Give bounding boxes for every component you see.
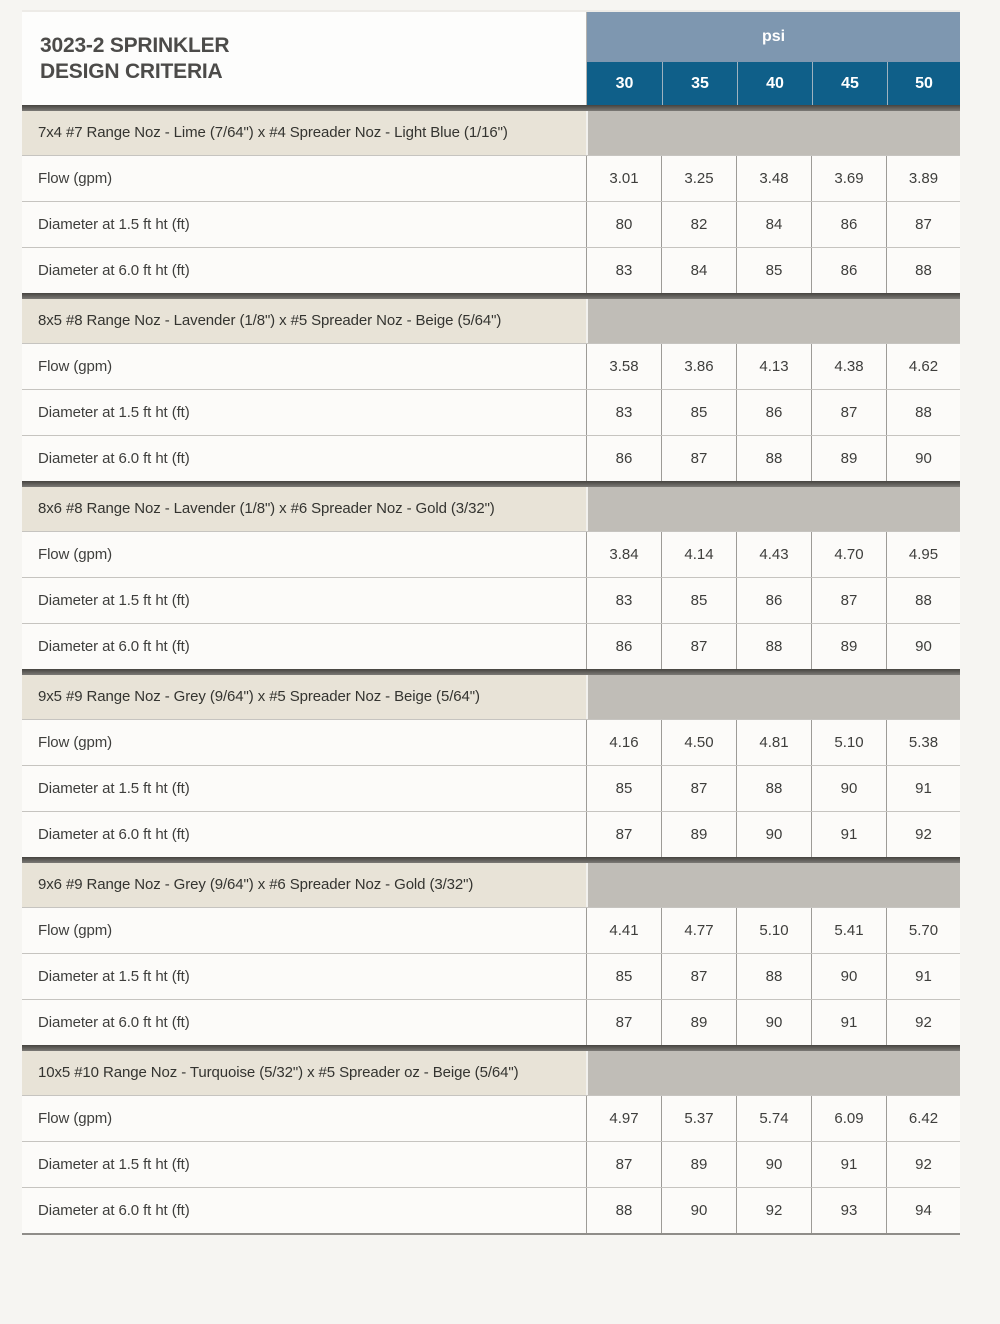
value-cell: 4.43	[736, 532, 811, 577]
value-cell: 3.25	[661, 156, 736, 201]
value-cell: 89	[661, 1000, 736, 1045]
row-label: Diameter at 1.5 ft ht (ft)	[38, 404, 190, 421]
value-cell: 4.13	[736, 344, 811, 389]
value-cell: 90	[886, 624, 960, 669]
pressure-column-header: 30	[587, 62, 662, 105]
table-row	[22, 1095, 960, 1141]
value-cell: 88	[586, 1188, 661, 1233]
section-title: 7x4 #7 Range Noz - Lime (7/64") x #4 Spreader Noz - Light Blue (1/16")	[22, 111, 586, 155]
value-cell: 92	[736, 1188, 811, 1233]
section-title: 9x6 #9 Range Noz - Grey (9/64") x #6 Spreader Noz - Gold (3/32")	[22, 863, 586, 907]
value-cell: 86	[736, 390, 811, 435]
value-cell: 87	[886, 202, 960, 247]
value-cell: 4.41	[586, 908, 661, 953]
value-cell: 90	[661, 1188, 736, 1233]
table-row	[22, 201, 960, 247]
table-row	[22, 907, 960, 953]
sprinkler-design-criteria-table	[22, 10, 960, 1235]
row-label: Diameter at 6.0 ft ht (ft)	[38, 262, 190, 279]
value-cell: 87	[586, 1000, 661, 1045]
value-cell: 87	[661, 436, 736, 481]
value-cell: 4.77	[661, 908, 736, 953]
value-cell: 5.70	[886, 908, 960, 953]
value-cell: 83	[586, 390, 661, 435]
row-label: Flow (gpm)	[38, 170, 113, 187]
table-row	[22, 765, 960, 811]
value-cell: 89	[811, 436, 886, 481]
value-cell: 90	[736, 1142, 811, 1187]
value-cell: 90	[811, 766, 886, 811]
section-header	[22, 299, 960, 343]
value-cell: 93	[811, 1188, 886, 1233]
row-label: Diameter at 6.0 ft ht (ft)	[38, 450, 190, 467]
value-cell: 84	[736, 202, 811, 247]
value-cell: 5.10	[811, 720, 886, 765]
section-title: 8x5 #8 Range Noz - Lavender (1/8") x #5 Spreader Noz - Beige (5/64")	[22, 299, 586, 343]
value-cell: 86	[736, 578, 811, 623]
table-row	[22, 623, 960, 669]
psi-group-header: psi	[587, 12, 960, 62]
row-label: Diameter at 6.0 ft ht (ft)	[38, 638, 190, 655]
value-cell: 90	[811, 954, 886, 999]
table-row	[22, 435, 960, 481]
psi-column-group	[586, 12, 960, 105]
value-cell: 87	[661, 766, 736, 811]
value-cell: 4.62	[886, 344, 960, 389]
section-header	[22, 111, 960, 155]
value-cell: 3.69	[811, 156, 886, 201]
table-row	[22, 155, 960, 201]
value-cell: 87	[661, 624, 736, 669]
section-header-spacer	[586, 299, 960, 343]
table-title	[22, 12, 586, 105]
table-row	[22, 577, 960, 623]
nozzle-section	[22, 481, 960, 669]
value-cell: 3.58	[586, 344, 661, 389]
table-header	[22, 12, 960, 105]
table-row	[22, 531, 960, 577]
value-cell: 3.01	[586, 156, 661, 201]
table-row	[22, 1141, 960, 1187]
value-cell: 92	[886, 1142, 960, 1187]
value-cell: 82	[661, 202, 736, 247]
section-header	[22, 863, 960, 907]
value-cell: 86	[586, 436, 661, 481]
value-cell: 4.50	[661, 720, 736, 765]
value-cell: 4.16	[586, 720, 661, 765]
nozzle-section	[22, 857, 960, 1045]
nozzle-section	[22, 1045, 960, 1233]
section-header	[22, 487, 960, 531]
value-cell: 4.81	[736, 720, 811, 765]
value-cell: 3.89	[886, 156, 960, 201]
row-label: Diameter at 1.5 ft ht (ft)	[38, 216, 190, 233]
value-cell: 86	[586, 624, 661, 669]
section-header-spacer	[586, 863, 960, 907]
pressure-column-header: 40	[737, 62, 812, 105]
pressure-column-header: 35	[662, 62, 737, 105]
value-cell: 3.84	[586, 532, 661, 577]
value-cell: 85	[661, 390, 736, 435]
value-cell: 92	[886, 812, 960, 857]
row-label: Diameter at 6.0 ft ht (ft)	[38, 826, 190, 843]
nozzle-section	[22, 105, 960, 293]
value-cell: 85	[586, 954, 661, 999]
value-cell: 5.74	[736, 1096, 811, 1141]
value-cell: 5.38	[886, 720, 960, 765]
row-label: Diameter at 6.0 ft ht (ft)	[38, 1202, 190, 1219]
value-cell: 86	[811, 202, 886, 247]
value-cell: 85	[586, 766, 661, 811]
value-cell: 91	[811, 1142, 886, 1187]
table-row	[22, 389, 960, 435]
value-cell: 85	[736, 248, 811, 293]
value-cell: 88	[736, 436, 811, 481]
value-cell: 89	[661, 1142, 736, 1187]
table-row	[22, 343, 960, 389]
value-cell: 88	[736, 954, 811, 999]
value-cell: 87	[586, 1142, 661, 1187]
value-cell: 83	[586, 248, 661, 293]
table-title-line1: 3023-2 SPRINKLER	[40, 33, 230, 57]
value-cell: 86	[811, 248, 886, 293]
value-cell: 89	[661, 812, 736, 857]
table-row	[22, 953, 960, 999]
value-cell: 83	[586, 578, 661, 623]
section-header	[22, 1051, 960, 1095]
row-label: Diameter at 1.5 ft ht (ft)	[38, 968, 190, 985]
pressure-header-row	[587, 62, 960, 105]
value-cell: 91	[886, 954, 960, 999]
value-cell: 87	[586, 812, 661, 857]
pressure-column-header: 50	[887, 62, 960, 105]
value-cell: 3.86	[661, 344, 736, 389]
value-cell: 91	[886, 766, 960, 811]
value-cell: 88	[736, 766, 811, 811]
value-cell: 92	[886, 1000, 960, 1045]
value-cell: 6.42	[886, 1096, 960, 1141]
value-cell: 4.14	[661, 532, 736, 577]
table-row	[22, 1187, 960, 1233]
value-cell: 80	[586, 202, 661, 247]
row-label: Diameter at 1.5 ft ht (ft)	[38, 780, 190, 797]
value-cell: 3.48	[736, 156, 811, 201]
table-row	[22, 811, 960, 857]
pressure-column-header: 45	[812, 62, 887, 105]
value-cell: 4.95	[886, 532, 960, 577]
value-cell: 90	[736, 1000, 811, 1045]
value-cell: 4.97	[586, 1096, 661, 1141]
section-title: 8x6 #8 Range Noz - Lavender (1/8") x #6 Spreader Noz - Gold (3/32")	[22, 487, 586, 531]
nozzle-section	[22, 293, 960, 481]
value-cell: 5.41	[811, 908, 886, 953]
row-label: Flow (gpm)	[38, 922, 113, 939]
section-header-spacer	[586, 1051, 960, 1095]
value-cell: 90	[736, 812, 811, 857]
row-label: Flow (gpm)	[38, 734, 113, 751]
nozzle-section	[22, 669, 960, 857]
value-cell: 87	[811, 390, 886, 435]
section-header-spacer	[586, 675, 960, 719]
row-label: Diameter at 1.5 ft ht (ft)	[38, 1156, 190, 1173]
value-cell: 88	[736, 624, 811, 669]
section-header	[22, 675, 960, 719]
value-cell: 91	[811, 812, 886, 857]
row-label: Flow (gpm)	[38, 358, 113, 375]
row-label: Flow (gpm)	[38, 546, 113, 563]
value-cell: 91	[811, 1000, 886, 1045]
value-cell: 87	[661, 954, 736, 999]
value-cell: 5.37	[661, 1096, 736, 1141]
value-cell: 90	[886, 436, 960, 481]
row-label: Diameter at 6.0 ft ht (ft)	[38, 1014, 190, 1031]
table-row	[22, 719, 960, 765]
section-header-spacer	[586, 487, 960, 531]
value-cell: 87	[811, 578, 886, 623]
value-cell: 88	[886, 390, 960, 435]
section-title: 10x5 #10 Range Noz - Turquoise (5/32") x #5 Spreader oz - Beige (5/64")	[22, 1051, 586, 1095]
value-cell: 6.09	[811, 1096, 886, 1141]
table-row	[22, 999, 960, 1045]
table-row	[22, 247, 960, 293]
value-cell: 85	[661, 578, 736, 623]
value-cell: 4.70	[811, 532, 886, 577]
table-title-line2: DESIGN CRITERIA	[40, 59, 223, 83]
section-header-spacer	[586, 111, 960, 155]
sections-container	[22, 105, 960, 1233]
value-cell: 88	[886, 578, 960, 623]
row-label: Flow (gpm)	[38, 1110, 113, 1127]
section-title: 9x5 #9 Range Noz - Grey (9/64") x #5 Spreader Noz - Beige (5/64")	[22, 675, 586, 719]
value-cell: 5.10	[736, 908, 811, 953]
value-cell: 94	[886, 1188, 960, 1233]
value-cell: 84	[661, 248, 736, 293]
value-cell: 89	[811, 624, 886, 669]
value-cell: 88	[886, 248, 960, 293]
value-cell: 4.38	[811, 344, 886, 389]
row-label: Diameter at 1.5 ft ht (ft)	[38, 592, 190, 609]
